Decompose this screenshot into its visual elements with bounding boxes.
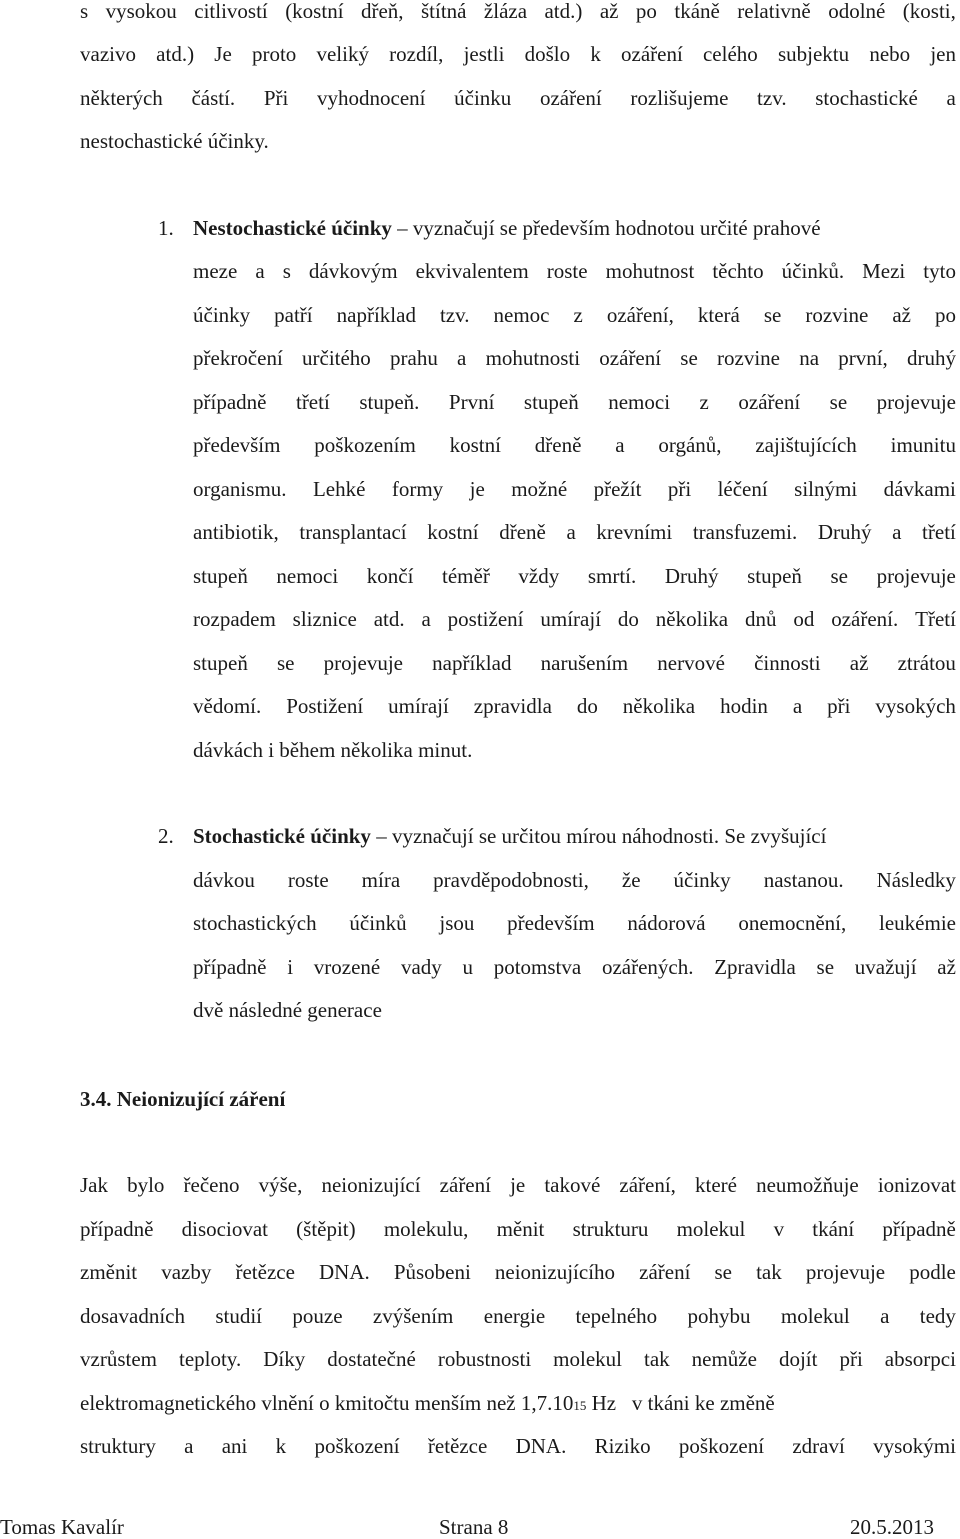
word: dávkami — [883, 477, 956, 501]
word: molekulu, — [383, 1217, 469, 1241]
word: a — [946, 86, 956, 110]
word: hodin — [720, 694, 768, 718]
word: transfuzemi. — [692, 520, 798, 544]
word: tepelného — [575, 1304, 658, 1328]
list-line — [193, 910, 956, 936]
word: k — [590, 42, 601, 66]
word: při — [667, 477, 692, 501]
word: uvažují — [854, 955, 917, 979]
text: – vyznačují se především hodnotou určité prahové — [391, 216, 821, 240]
word: orgánů, — [658, 433, 722, 457]
list-line — [193, 693, 956, 719]
word: dřeně — [534, 433, 582, 457]
intro-line — [80, 0, 956, 24]
word: a — [457, 346, 467, 370]
word: částí. — [191, 86, 236, 110]
word: ozáření. — [831, 607, 899, 631]
word: relativně — [737, 0, 811, 23]
word: míra — [361, 868, 401, 892]
word: Působeni — [393, 1260, 471, 1284]
word: rozpadem — [193, 607, 276, 631]
list-line — [193, 563, 956, 589]
word: případně — [193, 955, 267, 979]
word: silnými — [794, 477, 858, 501]
para-line: elektromagnetického vlnění o kmitočtu menším než 1,7.10 15 Hz v tkáni ke změně — [80, 1391, 775, 1415]
word: Při — [263, 86, 289, 110]
word: vrozené — [313, 955, 381, 979]
word: téměř — [442, 564, 490, 588]
word: až — [892, 303, 911, 327]
text: Hz v tkáni ke změně — [586, 1391, 775, 1415]
word: ozáření — [738, 390, 801, 414]
word: veliký — [316, 42, 369, 66]
word: Třetí — [915, 607, 956, 631]
word: disociovat — [181, 1217, 268, 1241]
word: záření — [639, 1260, 691, 1284]
word: k — [275, 1434, 287, 1458]
word: nemůže — [691, 1347, 757, 1371]
text: – vyznačují se určitou mírou náhodnosti. Se zvyšující — [370, 824, 827, 848]
word: například — [336, 303, 416, 327]
intro-line — [80, 85, 956, 111]
word: krevními — [596, 520, 673, 544]
word: žláza — [483, 0, 528, 23]
word: a — [892, 520, 902, 544]
word: změnit — [80, 1260, 138, 1284]
word: některých — [80, 86, 163, 110]
word: i — [287, 955, 294, 979]
intro-line — [80, 41, 956, 67]
word: patří — [274, 303, 313, 327]
list-line — [193, 519, 956, 545]
word: meze — [193, 259, 238, 283]
word: výše, — [258, 1173, 303, 1197]
word: zdraví — [792, 1434, 845, 1458]
word: ozáření — [621, 42, 683, 66]
word: rozvine — [805, 303, 869, 327]
section-number: 3.4. — [80, 1087, 112, 1111]
word: první, — [838, 346, 888, 370]
word: a — [421, 607, 431, 631]
list-number: 2. — [158, 824, 174, 848]
footer-date: 20.5.2013 — [850, 1515, 934, 1539]
word: smrtí. — [587, 564, 637, 588]
text: dávkách i během několika minut. — [193, 738, 473, 762]
word: ani — [221, 1434, 248, 1458]
word: Mezi — [862, 259, 906, 283]
word: které — [695, 1173, 738, 1197]
word: několika — [655, 607, 729, 631]
word: První — [448, 390, 495, 414]
word: DNA. — [515, 1434, 567, 1458]
term-stochastic: Stochastické účinky — [193, 824, 371, 848]
word: Druhý — [817, 520, 872, 544]
word: se — [277, 651, 295, 675]
word: neionizující — [321, 1173, 421, 1197]
word: několika — [622, 694, 696, 718]
word: ozáření, — [606, 303, 674, 327]
word: vysokými — [873, 1434, 956, 1458]
list-line — [193, 867, 956, 893]
word: tak — [644, 1347, 670, 1371]
word: dávkou — [193, 868, 255, 892]
word: stochastických — [193, 911, 317, 935]
word: rozvine — [717, 346, 780, 370]
word: roste — [287, 868, 329, 892]
word: Zpravidla — [714, 955, 796, 979]
word: stupeň — [747, 564, 802, 588]
word: vysokých — [875, 694, 956, 718]
word: přežít — [593, 477, 642, 501]
word: která — [697, 303, 740, 327]
word: projevuje — [805, 1260, 886, 1284]
word: (kosti, — [902, 0, 956, 23]
word: dávkovým — [308, 259, 398, 283]
word: třetí — [922, 520, 956, 544]
word: imunitu — [890, 433, 956, 457]
word: poškození — [314, 1434, 400, 1458]
list-line — [193, 302, 956, 328]
word: poškozením — [314, 433, 416, 457]
word: neumožňuje — [756, 1173, 859, 1197]
word: vady — [400, 955, 442, 979]
word: určitého — [302, 346, 371, 370]
word: subjektu — [777, 42, 850, 66]
footer-page: Strana 8 — [439, 1515, 509, 1539]
list-line — [193, 606, 956, 632]
list-line — [193, 737, 956, 763]
word: je — [469, 477, 485, 501]
word: struktury — [80, 1434, 156, 1458]
word: Druhý — [664, 564, 719, 588]
word: především — [193, 433, 281, 457]
word: se — [816, 955, 835, 979]
word: vždy — [518, 564, 560, 588]
word: ozářených. — [601, 955, 694, 979]
word: podle — [909, 1260, 956, 1284]
word: nastanou. — [763, 868, 844, 892]
word: zajištujících — [755, 433, 857, 457]
word: studií — [215, 1304, 263, 1328]
word: Jak — [80, 1173, 108, 1197]
word: tak — [756, 1260, 782, 1284]
word: že — [621, 868, 641, 892]
word: záření — [439, 1173, 491, 1197]
list-line — [193, 432, 956, 458]
word: zpravidla — [473, 694, 552, 718]
list-line — [193, 389, 956, 415]
list-line — [193, 954, 956, 980]
word: účinky — [193, 303, 251, 327]
word: záření, — [619, 1173, 676, 1197]
word: měnit — [496, 1217, 545, 1241]
word: se — [763, 303, 782, 327]
word: neionizujícího — [494, 1260, 616, 1284]
word: až — [937, 955, 956, 979]
word: jsou — [439, 911, 475, 935]
para-line — [80, 1433, 956, 1459]
word: sliznice — [292, 607, 357, 631]
para-line — [80, 1303, 956, 1329]
word: z — [573, 303, 583, 327]
word: formy — [391, 477, 444, 501]
word: Lehké — [312, 477, 366, 501]
word: molekul — [553, 1347, 622, 1371]
para-line — [80, 1346, 956, 1372]
word: jestli — [463, 42, 505, 66]
word: vazby — [161, 1260, 212, 1284]
term-nestochastic: Nestochastické účinky — [193, 216, 392, 240]
word: po — [635, 0, 657, 23]
word: pohybu — [687, 1304, 751, 1328]
word: kostní — [427, 520, 479, 544]
word: z — [699, 390, 709, 414]
word: teploty. — [178, 1347, 242, 1371]
word: a — [880, 1304, 890, 1328]
word: jen — [930, 42, 956, 66]
word: a — [792, 694, 803, 718]
word: projevuje — [323, 651, 403, 675]
word: se — [680, 346, 698, 370]
word: a — [615, 433, 625, 457]
word: tkání — [812, 1217, 855, 1241]
word: ionizovat — [877, 1173, 956, 1197]
word: u — [462, 955, 473, 979]
word: (štěpit) — [296, 1217, 356, 1241]
word: tyto — [923, 259, 956, 283]
word: potomstva — [493, 955, 582, 979]
word: ztrátou — [897, 651, 956, 675]
word: překročení — [193, 346, 283, 370]
word: umírají — [388, 694, 449, 718]
word: účinků — [349, 911, 407, 935]
word: druhý — [907, 346, 956, 370]
word: a — [184, 1434, 194, 1458]
intro-line — [80, 128, 956, 154]
word: citlivostí — [194, 0, 268, 23]
word: stupeň. — [359, 390, 420, 414]
word: vazivo — [80, 42, 136, 66]
word: pravděpodobnosti, — [433, 868, 589, 892]
word: třetí — [295, 390, 330, 414]
word: především — [507, 911, 595, 935]
word: energie — [483, 1304, 546, 1328]
text: nestochastické účinky. — [80, 129, 269, 153]
para-line — [80, 1216, 956, 1242]
word: narušením — [540, 651, 629, 675]
word: Díky — [263, 1347, 306, 1371]
word: projevuje — [876, 390, 956, 414]
word: leukémie — [879, 911, 956, 935]
word: při — [827, 694, 851, 718]
word: prahu — [390, 346, 438, 370]
list-item-first-line — [193, 215, 956, 241]
word: stupeň — [193, 651, 248, 675]
word: rozdíl, — [389, 42, 444, 66]
word: ekvivalentem — [415, 259, 529, 283]
word: odolné — [828, 0, 886, 23]
list-line — [193, 476, 956, 502]
word: dostatečné — [327, 1347, 416, 1371]
word: atd.) — [156, 42, 195, 66]
text: elektromagnetického vlnění o kmitočtu menším než 1,7.10 — [80, 1391, 574, 1415]
word: končí — [366, 564, 414, 588]
word: dřeně — [499, 520, 546, 544]
word: řetězce — [235, 1260, 295, 1284]
word: například — [432, 651, 512, 675]
word: molekul — [780, 1304, 850, 1328]
word: účinky — [673, 868, 731, 892]
word: vyhodnocení — [317, 86, 426, 110]
word: s — [282, 259, 291, 283]
word: nemoci — [276, 564, 339, 588]
word: vzrůstem — [80, 1347, 157, 1371]
word: štítná — [420, 0, 467, 23]
word: při — [839, 1347, 863, 1371]
word: činnosti — [754, 651, 821, 675]
word: zvýšením — [372, 1304, 454, 1328]
word: roste — [546, 259, 588, 283]
word: postižení — [447, 607, 524, 631]
word: poškození — [678, 1434, 765, 1458]
word: ozáření — [599, 346, 662, 370]
word: až — [849, 651, 869, 675]
section-heading — [80, 1086, 285, 1112]
word: strukturu — [572, 1217, 649, 1241]
word: umírají — [540, 607, 602, 631]
word: nemoc — [493, 303, 550, 327]
word: dnů — [744, 607, 777, 631]
word: nervové — [657, 651, 725, 675]
word: rozlišujeme — [630, 86, 729, 110]
word: pouze — [292, 1304, 343, 1328]
word: účinku — [454, 86, 512, 110]
word: antibiotik, — [193, 520, 279, 544]
word: Riziko — [594, 1434, 651, 1458]
list-number: 1. — [158, 216, 174, 240]
word: až — [599, 0, 619, 23]
word: od — [793, 607, 815, 631]
word: molekul — [676, 1217, 746, 1241]
word: na — [799, 346, 820, 370]
word: proto — [251, 42, 297, 66]
word: případně — [882, 1217, 956, 1241]
word: atd.) — [544, 0, 583, 23]
word: možné — [511, 477, 568, 501]
word: tedy — [919, 1304, 956, 1328]
word: organismu. — [193, 477, 287, 501]
word: případně — [80, 1217, 154, 1241]
word: celého — [702, 42, 758, 66]
word: účinků. — [781, 259, 845, 283]
word: nebo — [869, 42, 911, 66]
word: dřeň, — [360, 0, 404, 23]
word: došlo — [524, 42, 571, 66]
word: léčení — [717, 477, 768, 501]
word: kostní — [449, 433, 501, 457]
list-line — [193, 650, 956, 676]
word: případně — [193, 390, 267, 414]
word: stochastické — [815, 86, 918, 110]
word: mohutnost — [605, 259, 695, 283]
word: Následky — [876, 868, 956, 892]
word: tzv. — [439, 303, 470, 327]
word: ozáření — [539, 86, 602, 110]
word: se — [714, 1260, 732, 1284]
word: Je — [214, 42, 232, 66]
word: stupeň — [193, 564, 248, 588]
word: nemoci — [608, 390, 671, 414]
word: a — [566, 520, 576, 544]
word: se — [829, 390, 848, 414]
word: a — [255, 259, 265, 283]
word: nádorová — [627, 911, 706, 935]
word: transplantací — [299, 520, 407, 544]
list-line — [193, 345, 956, 371]
list-line — [193, 258, 956, 284]
word: dojít — [778, 1347, 818, 1371]
word: DNA. — [318, 1260, 370, 1284]
para-line — [80, 1172, 956, 1198]
list-line — [193, 997, 956, 1023]
word: projevuje — [876, 564, 956, 588]
word: je — [510, 1173, 526, 1197]
word: do — [576, 694, 598, 718]
section-title: Neionizující záření — [116, 1087, 286, 1111]
text: dvě následné generace — [193, 998, 382, 1022]
footer-author: Tomas Kavalír — [0, 1515, 124, 1539]
word: vědomí. — [193, 694, 262, 718]
word: mohutnosti — [485, 346, 581, 370]
word: Postižení — [286, 694, 364, 718]
word: v — [773, 1217, 785, 1241]
word: onemocnění, — [738, 911, 847, 935]
word: stupeň — [523, 390, 579, 414]
word: takové — [544, 1173, 601, 1197]
list-item-first-line — [193, 823, 956, 849]
word: tkáně — [674, 0, 720, 23]
word: řetězce — [427, 1434, 488, 1458]
word: tzv. — [757, 86, 787, 110]
word: absorpci — [884, 1347, 956, 1371]
word: do — [617, 607, 639, 631]
word: s — [80, 0, 89, 23]
word: (kostní — [285, 0, 344, 23]
word: po — [934, 303, 956, 327]
word: dosavadních — [80, 1304, 185, 1328]
word: se — [830, 564, 848, 588]
word: vysokou — [105, 0, 177, 23]
word: těchto — [712, 259, 764, 283]
word: řečeno — [183, 1173, 240, 1197]
word: atd. — [373, 607, 405, 631]
word: robustnosti — [437, 1347, 532, 1371]
word: bylo — [127, 1173, 165, 1197]
para-line — [80, 1259, 956, 1285]
